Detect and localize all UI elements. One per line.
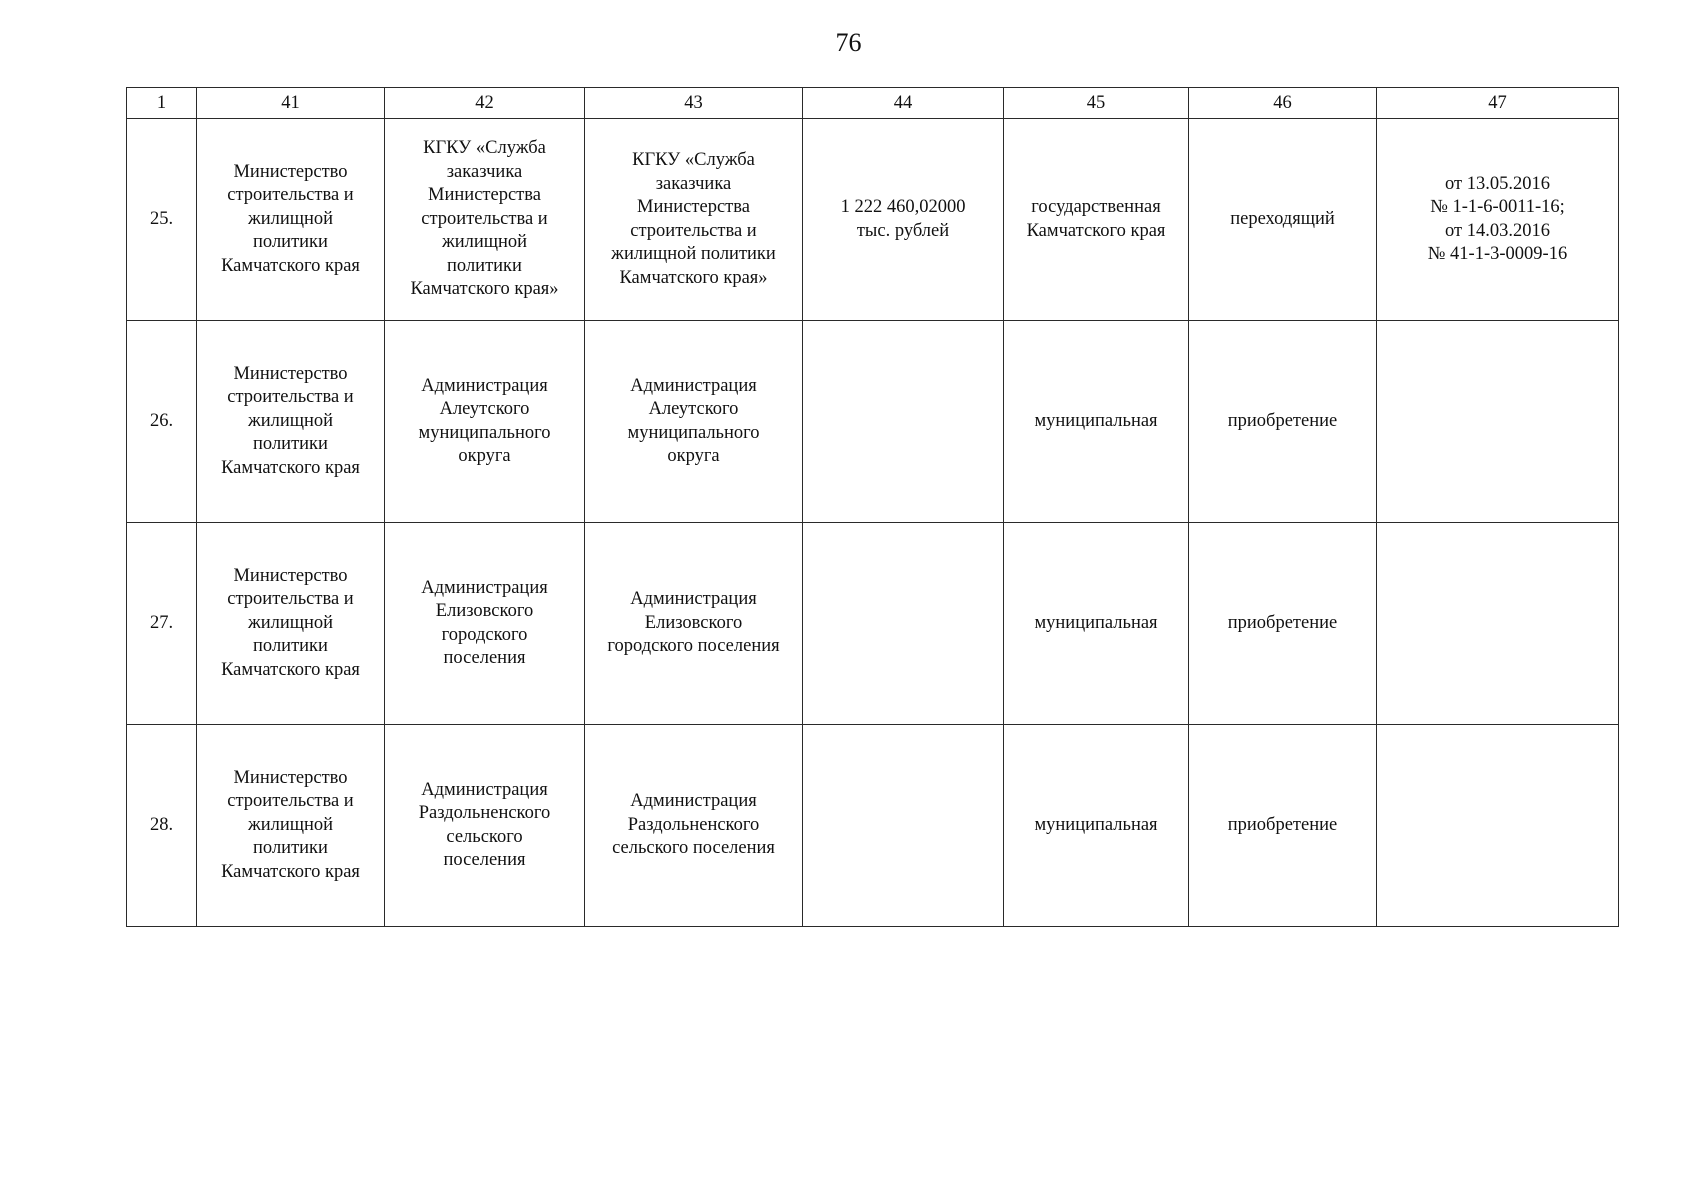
column-number-cell: 1 xyxy=(127,88,197,119)
ministry-cell: Министерство строительства и жилищной политики Камчатского края xyxy=(197,523,385,725)
row-number-cell: 26. xyxy=(127,321,197,523)
cost-cell xyxy=(803,523,1004,725)
ownership-cell: муниципальная xyxy=(1004,523,1189,725)
row-number-cell: 25. xyxy=(127,119,197,321)
table-row xyxy=(127,119,1619,321)
column-number-cell: 44 xyxy=(803,88,1004,119)
expertise-cell: от 13.05.2016 № 1-1-6-0011-16; от 14.03.2016 № 41-1-3-0009-16 xyxy=(1377,119,1619,321)
developer-cell: КГКУ «Служба заказчика Министерства строительства и жилищной политики Камчатского края» xyxy=(585,119,803,321)
column-number-cell: 42 xyxy=(385,88,585,119)
column-number-cell: 43 xyxy=(585,88,803,119)
row-number-cell: 28. xyxy=(127,725,197,927)
table-row xyxy=(127,523,1619,725)
column-number-cell: 47 xyxy=(1377,88,1619,119)
column-number-row xyxy=(127,88,1619,119)
page-number: 76 xyxy=(835,28,862,57)
ownership-cell: муниципальная xyxy=(1004,725,1189,927)
data-table xyxy=(126,87,1619,927)
status-cell: приобретение xyxy=(1189,523,1377,725)
table-row xyxy=(127,321,1619,523)
ownership-cell: муниципальная xyxy=(1004,321,1189,523)
customer-cell: Администрация Раздольненского сельского поселения xyxy=(385,725,585,927)
status-cell: приобретение xyxy=(1189,321,1377,523)
ministry-cell: Министерство строительства и жилищной политики Камчатского края xyxy=(197,321,385,523)
ministry-cell: Министерство строительства и жилищной политики Камчатского края xyxy=(197,119,385,321)
customer-cell: Администрация Алеутского муниципального округа xyxy=(385,321,585,523)
developer-cell: Администрация Елизовского городского поселения xyxy=(585,523,803,725)
expertise-cell xyxy=(1377,523,1619,725)
row-number-cell: 27. xyxy=(127,523,197,725)
table-row xyxy=(127,725,1619,927)
customer-cell: Администрация Елизовского городского поселения xyxy=(385,523,585,725)
developer-cell: Администрация Алеутского муниципального округа xyxy=(585,321,803,523)
status-cell: переходящий xyxy=(1189,119,1377,321)
cost-cell xyxy=(803,725,1004,927)
ministry-cell: Министерство строительства и жилищной политики Камчатского края xyxy=(197,725,385,927)
column-number-cell: 45 xyxy=(1004,88,1189,119)
developer-cell: Администрация Раздольненского сельского поселения xyxy=(585,725,803,927)
column-number-cell: 41 xyxy=(197,88,385,119)
column-number-cell: 46 xyxy=(1189,88,1377,119)
status-cell: приобретение xyxy=(1189,725,1377,927)
customer-cell: КГКУ «Служба заказчика Министерства строительства и жилищной политики Камчатского края» xyxy=(385,119,585,321)
cost-cell xyxy=(803,321,1004,523)
ownership-cell: государственная Камчатского края xyxy=(1004,119,1189,321)
cost-cell: 1 222 460,02000 тыс. рублей xyxy=(803,119,1004,321)
expertise-cell xyxy=(1377,321,1619,523)
expertise-cell xyxy=(1377,725,1619,927)
